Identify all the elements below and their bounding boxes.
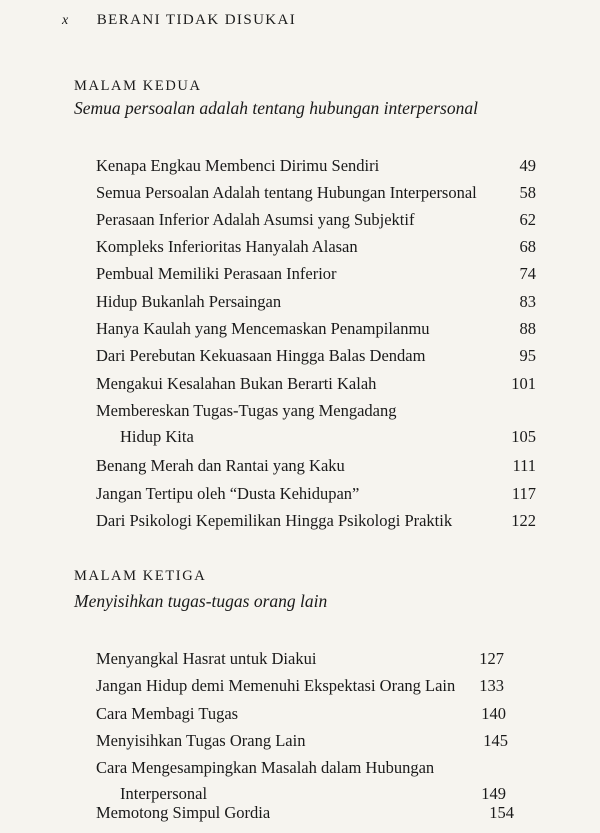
- entry-page: 101: [511, 374, 536, 393]
- entry-title: Kompleks Inferioritas Hanyalah Alasan: [96, 237, 358, 256]
- entry-page: 133: [479, 676, 504, 695]
- entry-title-continued: Hidup Kita: [120, 427, 194, 446]
- toc-entry: [96, 261, 536, 287]
- entry-title: Mengakui Kesalahan Bukan Berarti Kalah: [96, 374, 377, 393]
- entry-page: 58: [519, 183, 536, 202]
- toc-entry: [96, 371, 536, 397]
- entry-title: Cara Mengesampingkan Masalah dalam Hubungan: [96, 758, 435, 777]
- toc-entry: [96, 153, 536, 179]
- entry-title: Pembual Memiliki Perasaan Inferior: [96, 264, 337, 283]
- toc-entry: [96, 343, 536, 369]
- entry-title: Menyangkal Hasrat untuk Diakui: [96, 649, 317, 668]
- entry-page: 145: [483, 731, 508, 750]
- section-subtitle: Menyisihkan tugas-tugas orang lain: [74, 591, 328, 611]
- entry-title: Jangan Hidup demi Memenuhi Ekspektasi Orang Lain: [96, 676, 456, 695]
- entry-page: 68: [519, 237, 536, 256]
- section-heading: MALAM KETIGA: [74, 568, 207, 584]
- toc-entry: [96, 234, 536, 260]
- toc-entry: [96, 289, 536, 315]
- entry-title: Kenapa Engkau Membenci Dirimu Sendiri: [96, 156, 380, 175]
- entry-title: Menyisihkan Tugas Orang Lain: [96, 731, 306, 750]
- toc-entry: [96, 180, 536, 206]
- entry-page: 74: [519, 264, 536, 283]
- toc-entry: [96, 728, 508, 754]
- entry-title: Benang Merah dan Rantai yang Kaku: [96, 456, 345, 475]
- entry-page: 49: [519, 156, 536, 175]
- entry-page: 117: [511, 484, 536, 503]
- entry-page: 105: [511, 427, 536, 446]
- entry-title: Perasaan Inferior Adalah Asumsi yang Subjektif: [96, 210, 415, 229]
- entry-page: 149: [481, 784, 506, 803]
- entry-page: 154: [489, 803, 514, 822]
- toc-entry: [96, 207, 536, 233]
- entry-title: Dari Perebutan Kekuasaan Hingga Balas Dendam: [96, 346, 426, 365]
- toc-entry: [96, 800, 514, 826]
- toc-entry: [96, 453, 536, 479]
- entry-title: Memotong Simpul Gordia: [96, 803, 271, 822]
- entry-page: 140: [481, 704, 506, 723]
- toc-entry: [96, 508, 536, 534]
- running-head: [62, 12, 296, 29]
- toc-entry: [96, 398, 536, 450]
- entry-title: Membereskan Tugas-Tugas yang Mengadang: [96, 401, 397, 420]
- book-title: BERANI TIDAK DISUKAI: [96, 12, 297, 28]
- entry-title: Jangan Tertipu oleh “Dusta Kehidupan”: [96, 484, 360, 503]
- entry-page: 122: [511, 511, 536, 530]
- entry-page: 111: [512, 456, 536, 475]
- toc-entry: [96, 481, 536, 507]
- toc-entry: [96, 646, 504, 672]
- toc-entry: [96, 316, 536, 342]
- section-subtitle: Semua persoalan adalah tentang hubungan interpersonal: [74, 98, 478, 118]
- entry-title: Dari Psikologi Kepemilikan Hingga Psikologi Praktik: [96, 511, 453, 530]
- entry-title: Semua Persoalan Adalah tentang Hubungan Interpersonal: [96, 183, 477, 202]
- page-number: x: [62, 13, 70, 28]
- toc-entry: [96, 673, 504, 699]
- entry-page: 127: [479, 649, 504, 668]
- entry-title: Hanya Kaulah yang Mencemaskan Penampilanmu: [96, 319, 430, 338]
- section-heading: MALAM KEDUA: [74, 78, 202, 94]
- entry-title-continued: Interpersonal: [120, 784, 208, 803]
- toc-entry: [96, 701, 506, 727]
- entry-title: Hidup Bukanlah Persaingan: [96, 292, 282, 311]
- entry-page: 95: [519, 346, 536, 365]
- entry-page: 88: [519, 319, 536, 338]
- entry-page: 62: [519, 210, 536, 229]
- entry-title: Cara Membagi Tugas: [96, 704, 239, 723]
- entry-page: 83: [519, 292, 536, 311]
